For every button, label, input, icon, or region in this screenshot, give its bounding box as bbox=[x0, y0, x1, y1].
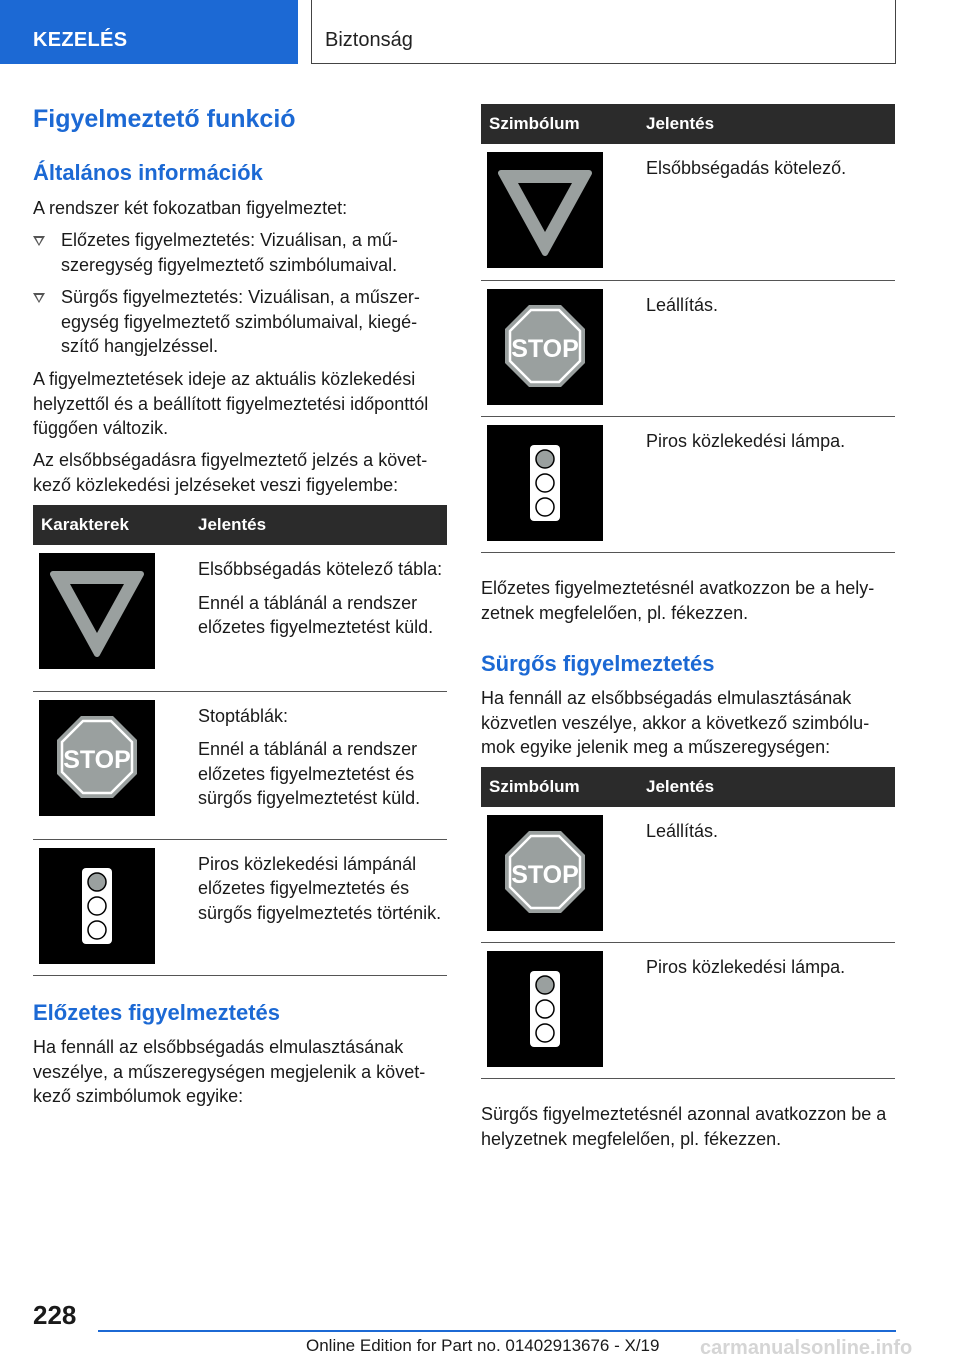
svg-text:STOP: STOP bbox=[511, 334, 579, 363]
traffic-light-icon bbox=[39, 848, 155, 964]
list-item: Előzetes figyelmeztetés: Vizuálisan, a műszeregység figyelmeztető szimbólumaival. bbox=[33, 228, 449, 277]
warning-levels-list bbox=[33, 228, 449, 359]
urgent-action-text: Sürgős figyelmeztetésnél azonnal avatkozzon be a helyzetnek megfelelően, pl. fékezzen. bbox=[481, 1104, 887, 1149]
intro-text: A rendszer két fokozatban figyelmeztet: bbox=[33, 198, 348, 218]
section-heading-pre-warning: Előzetes figyelmeztetés bbox=[33, 1000, 280, 1025]
yield-sign-icon bbox=[39, 553, 155, 669]
section-tab[interactable]: KEZELÉS bbox=[0, 0, 298, 64]
table-row: Piros közlekedési lámpánál előzetes figyelmeztetés és sürgős figyelmeztetés történik. bbox=[33, 839, 447, 975]
list-item: Sürgős figyelmeztetés: Vizuálisan, a műszeregység figyelmeztető szimbólumaival, kiegészítő hangjelzéssel. bbox=[33, 285, 449, 359]
pre-warning-text: Ha fennáll az elsőbbségadás elmulasztásának veszélye, a műszeregységen megjelenik a következő szimbólumok egyike: bbox=[33, 1037, 426, 1106]
table-row: STOP Leállítás. bbox=[481, 280, 895, 416]
signs-paragraph: Az elsőbbségadásra figyelmeztető jelzés a következő közlekedési jelzéseket veszi figyelembe: bbox=[33, 450, 428, 495]
table-row: Elsőbbségadás kötelező. bbox=[481, 144, 895, 280]
traffic-light-icon bbox=[487, 951, 603, 1067]
pre-warning-action-text: Előzetes figyelmeztetésnél avatkozzon be a helyzetnek megfelelően, pl. fékezzen. bbox=[481, 578, 875, 623]
footer-rule bbox=[98, 1330, 896, 1332]
svg-text:STOP: STOP bbox=[63, 745, 131, 774]
page-number: 228 bbox=[33, 1300, 77, 1330]
column-header: Jelentés bbox=[198, 505, 447, 545]
column-header: Szimbólum bbox=[481, 104, 646, 144]
svg-text:STOP: STOP bbox=[511, 861, 579, 889]
column-header: Jelentés bbox=[646, 767, 895, 807]
section-heading-urgent: Sürgős figyelmeztetés bbox=[481, 651, 715, 676]
bullet-triangle-icon bbox=[33, 293, 45, 303]
column-header: Szimbólum bbox=[481, 767, 646, 807]
table-row: Piros közlekedési lámpa. bbox=[481, 416, 895, 552]
table-row: Elsőbbségadás kötelező tábla: Ennél a táblánál a rendszer előzetes figyelmeztetést küld. bbox=[33, 545, 447, 691]
stop-sign-icon bbox=[487, 815, 603, 931]
page-title: Figyelmeztető funkció bbox=[33, 105, 296, 133]
urgent-symbols-table bbox=[481, 767, 895, 1079]
table-row: Piros közlekedési lámpa. bbox=[481, 942, 895, 1078]
characters-table bbox=[33, 505, 447, 976]
traffic-light-icon bbox=[487, 425, 603, 541]
pre-warning-symbols-table bbox=[481, 104, 895, 553]
watermark[interactable]: carmanualsonline.info bbox=[700, 1337, 913, 1359]
table-row: STOP Leállítás. bbox=[481, 807, 895, 942]
column-header: Karakterek bbox=[33, 505, 198, 545]
stop-sign-icon bbox=[39, 700, 155, 816]
stop-sign-icon bbox=[487, 289, 603, 405]
edition-text: Online Edition for Part no. 01402913676 - X/19 bbox=[306, 1336, 660, 1355]
table-row: STOP Stoptáblák: Ennél a táblánál a rendszer előzetes figyelmeztetést és sürgős figyelmeztetést küld. bbox=[33, 691, 447, 839]
urgent-warning-text: Ha fennáll az elsőbbségadás elmulasztásának közvetlen veszélye, akkor a következő szimbólumok egyike jelenik meg a műszeregységen: bbox=[481, 688, 870, 757]
column-header: Jelentés bbox=[646, 104, 895, 144]
yield-sign-icon bbox=[487, 152, 603, 268]
timing-paragraph: A figyelmeztetések ideje az aktuális közlekedési helyzettől és a beállított figyelmeztetési időponttól függően változik. bbox=[33, 369, 429, 438]
section-heading-general: Általános információk bbox=[33, 160, 263, 185]
bullet-triangle-icon bbox=[33, 236, 45, 246]
chapter-header: Biztonság bbox=[311, 0, 896, 64]
